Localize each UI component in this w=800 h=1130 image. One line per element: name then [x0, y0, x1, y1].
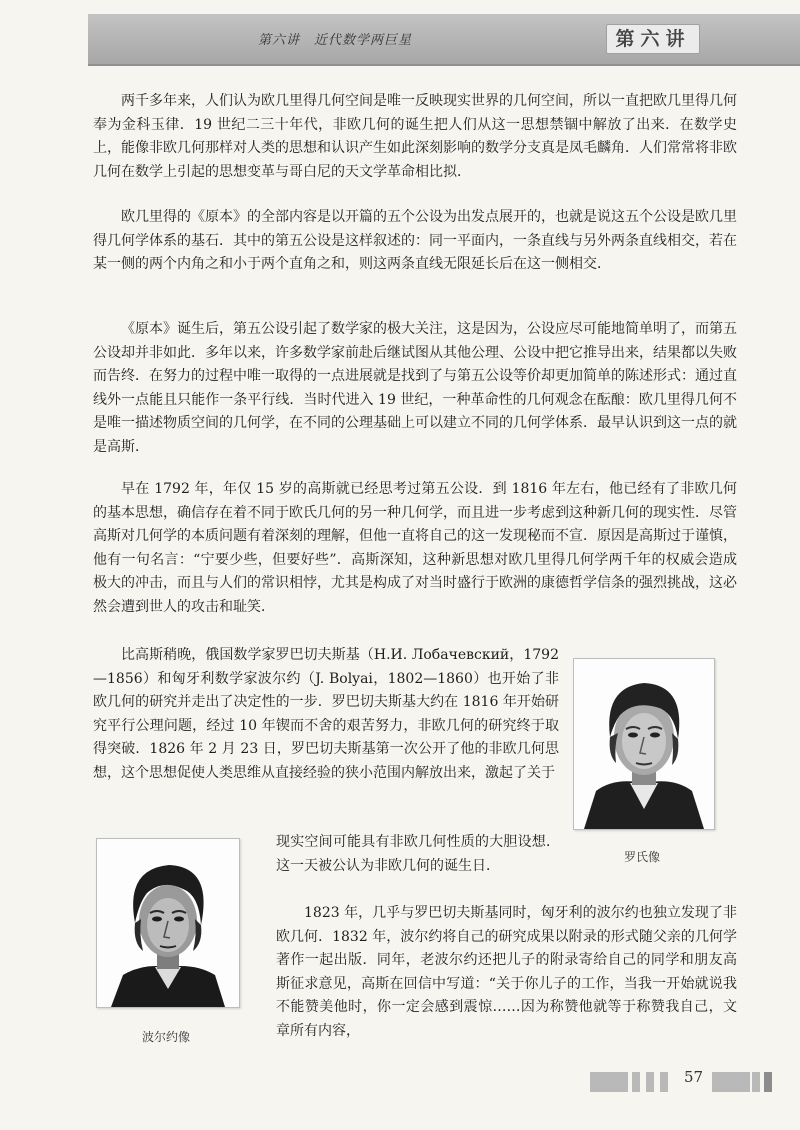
lobachevsky-portrait-icon: [574, 659, 714, 829]
footer-bar: [712, 1072, 750, 1092]
footer-bar: [590, 1072, 628, 1092]
paragraph-3: 《原本》诞生后，第五公设引起了数学家的极大关注，这是因为，公设应尽可能地简单明了，而第五公设却并非如此．多年以来，许多数学家前赴后继试图从其他公理、公设中把它推导出来，结果都以失败而告终．在努力的过程中唯一取得的一点进展就是找到了与第五公设等价却更加简单的陈述形式：通过直线外一点能且只能作一条平行线．当时代进入 19 世纪，一种革命性的几何观念在酝酿：欧几里得几何不是唯一描述物质空间的几何学，在不同的公理基础上可以建立不同的几何学体系．最早认识到这一点的就是高斯．: [93, 321, 737, 455]
footer-bar: [752, 1072, 760, 1092]
chapter-tab: 第六讲: [606, 24, 700, 54]
bolyai-caption: 波尔约像: [142, 1030, 191, 1044]
lobachevsky-portrait: [573, 658, 715, 830]
lobachevsky-caption: 罗氏像: [624, 850, 661, 864]
footer-decoration: [0, 1072, 800, 1092]
paragraph-1: 两千多年来，人们认为欧几里得几何空间是唯一反映现实世界的几何空间，所以一直把欧几里得几何奉为金科玉律．19 世纪二三十年代，非欧几何的诞生把人们从这一思想禁锢中解放了出来．在数学史上，能像非欧几何那样对人类的思想和认识产生如此深刻影响的数学分支真是凤毛麟角．人们常常将非欧几何在数学上引起的思想变革与哥白尼的天文学革命相比拟．: [93, 93, 737, 180]
paragraph-6: 1823 年，几乎与罗巴切夫斯基同时，匈牙利的波尔约也独立发现了非欧几何．1832 年，波尔约将自己的研究成果以附录的形式随父亲的几何学著作一起出版．同年，老波尔约还把儿子的附录寄给自己的同学和朋友高斯征求意见，高斯在回信中写道：“关于你儿子的工作，当我一开始就说我不能赞美他时，你一定会感到震惊……因为称赞他就等于称赞我自己，文章所有内容，: [276, 905, 737, 1039]
page-number: 57: [684, 1068, 704, 1086]
paragraph-2: 欧几里得的《原本》的全部内容是以开篇的五个公设为出发点展开的，也就是说这五个公设是欧几里得几何学体系的基石．其中的第五公设是这样叙述的：同一平面内，一条直线与另外两条直线相交，若在某一侧的两个内角之和小于两个直角之和，则这两条直线无限延长后在这一侧相交．: [93, 209, 737, 272]
paragraph-5b: 现实空间可能具有非欧几何性质的大胆设想．这一天被公认为非欧几何的诞生日．: [276, 834, 560, 874]
bolyai-portrait: [96, 838, 240, 1008]
footer-bar: [646, 1072, 654, 1092]
footer-bar: [764, 1072, 772, 1092]
footer-bar: [632, 1072, 640, 1092]
footer-bar: [660, 1072, 668, 1092]
chapter-header-title: 第六讲 近代数学两巨星: [258, 33, 413, 48]
bolyai-portrait-icon: [97, 839, 239, 1007]
paragraph-5a: 比高斯稍晚，俄国数学家罗巴切夫斯基（Н.И. Лобачевский，1792—1856）和匈牙利数学家波尔约（J. Bolyai，1802—1860）也开始了非欧几何的研究并走出了决定性的一步．罗巴切夫斯基大约在 1816 年开始研究平行公理问题，经过 10 年锲而不舍的艰苦努力，非欧几何的研究终于取得突破．1826 年 2 月 23 日，罗巴切夫斯基第一次公开了他的非欧几何思想，这个思想促使人类思维从直接经验的狭小范围内解放出来，激起了关于: [93, 647, 559, 781]
paragraph-4: 早在 1792 年，年仅 15 岁的高斯就已经思考过第五公设．到 1816 年左右，他已经有了非欧几何的基本思想，确信存在着不同于欧氏几何的另一种几何学，而且进一步考虑到这种新几何的现实性．尽管高斯对几何学的本质问题有着深刻的理解，但他一直将自己的这一发现秘而不宣．原因是高斯过于谨慎，他有一句名言：“宁要少些，但要好些”．高斯深知，这种新思想对欧几里得几何学两千年的权威会造成极大的冲击，而且与人们的常识相悖，尤其是构成了对当时盛行于欧洲的康德哲学信条的强烈挑战，这必然会遭到世人的攻击和耻笑．: [93, 481, 737, 615]
